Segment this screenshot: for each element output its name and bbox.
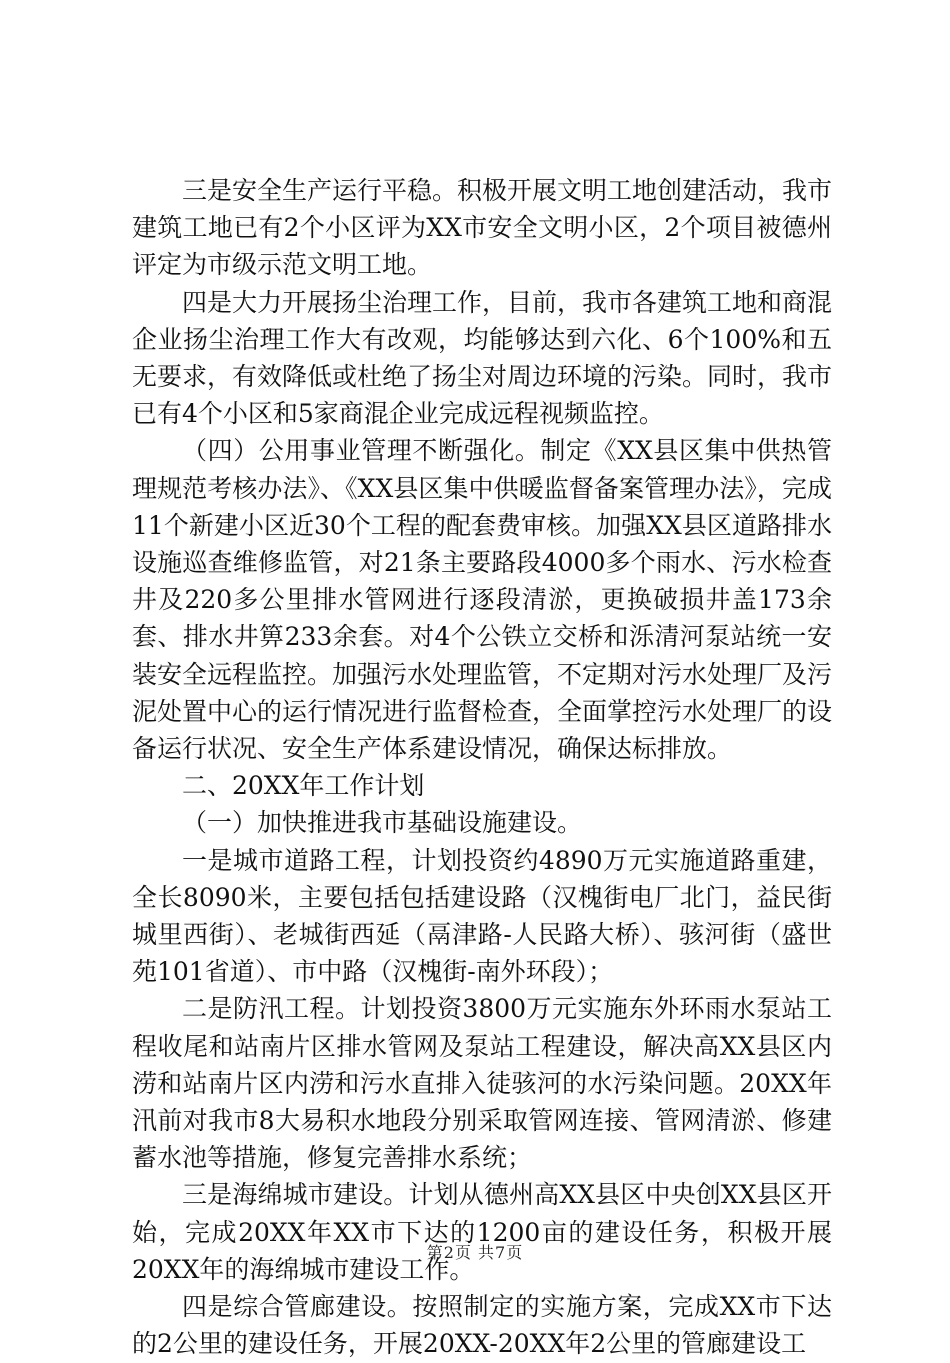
subsection-heading-infrastructure: （一）加快推进我市基础设施建设。 xyxy=(182,808,583,838)
paragraph-road-project: 一是城市道路工程，计划投资约4890万元实施道路重建，全长8090米，主要包括包括建设路（汉槐街电厂北门，益民街城里西街）、老城街西延（鬲津路-人民路大桥）、骇河街（盛世苑101省道）、市中路（汉槐街-南外环段）； xyxy=(132,845,832,987)
section-heading-work-plan: 二、20XX年工作计划 xyxy=(182,771,425,801)
paragraph-utility-tunnel: 四是综合管廊建设。按照制定的实施方案，完成XX市下达的2公里的建设任务，开展20XX-20XX年2公里的管廊建设工 xyxy=(132,1292,832,1359)
paragraph-flood-control: 二是防汛工程。计划投资3800万元实施东外环雨水泵站工程收尾和站南片区排水管网及泵站工程建设，解决高XX县区内涝和站南片区内涝和污水直排入徒骇河的水污染问题。20XX年汛前对我市8大易积水地段分别采取管网连接、管网清淤、修建蓄水池等措施，修复完善排水系统； xyxy=(132,994,832,1173)
page-footer: 第2页 共7页 xyxy=(426,1243,524,1262)
paragraph-safety: 三是安全生产运行平稳。积极开展文明工地创建活动，我市建筑工地已有2个小区评为XX市安全文明小区，2个项目被德州评定为市级示范文明工地。 xyxy=(132,176,833,280)
document-body xyxy=(132,172,832,1363)
paragraph-dust-control: 四是大力开展扬尘治理工作，目前，我市各建筑工地和商混企业扬尘治理工作大有改观，均能够达到六化、6个100%和五无要求，有效降低或杜绝了扬尘对周边环境的污染。同时，我市已有4个小区和5家商混企业完成远程视频监控。 xyxy=(132,287,833,429)
paragraph-sponge-city: 三是海绵城市建设。计划从德州高XX县区中央创XX县区开始，完成20XX年XX市下达的1200亩的建设任务，积极开展20XX年的海绵城市建设工作。 xyxy=(132,1180,832,1284)
paragraph-public-utilities: （四）公用事业管理不断强化。制定《XX县区集中供热管理规范考核办法》、《XX县区集中供暖监督备案管理办法》，完成11个新建小区近30个工程的配套费审核。加强XX县区道路排水设施巡查维修监管，对21条主要路段4000多个雨水、污水检查井及220多公里排水管网进行逐段清淤，更换破损井盖173余套、排水井箅233余套。对4个公铁立交桥和泺清河泵站统一安装安全远程监控。加强污水处理监管，不定期对污水处理厂及污泥处置中心的运行情况进行监督检查，全面掌控污水处理厂的设备运行状况、安全生产体系建设情况，确保达标排放。 xyxy=(132,436,833,764)
